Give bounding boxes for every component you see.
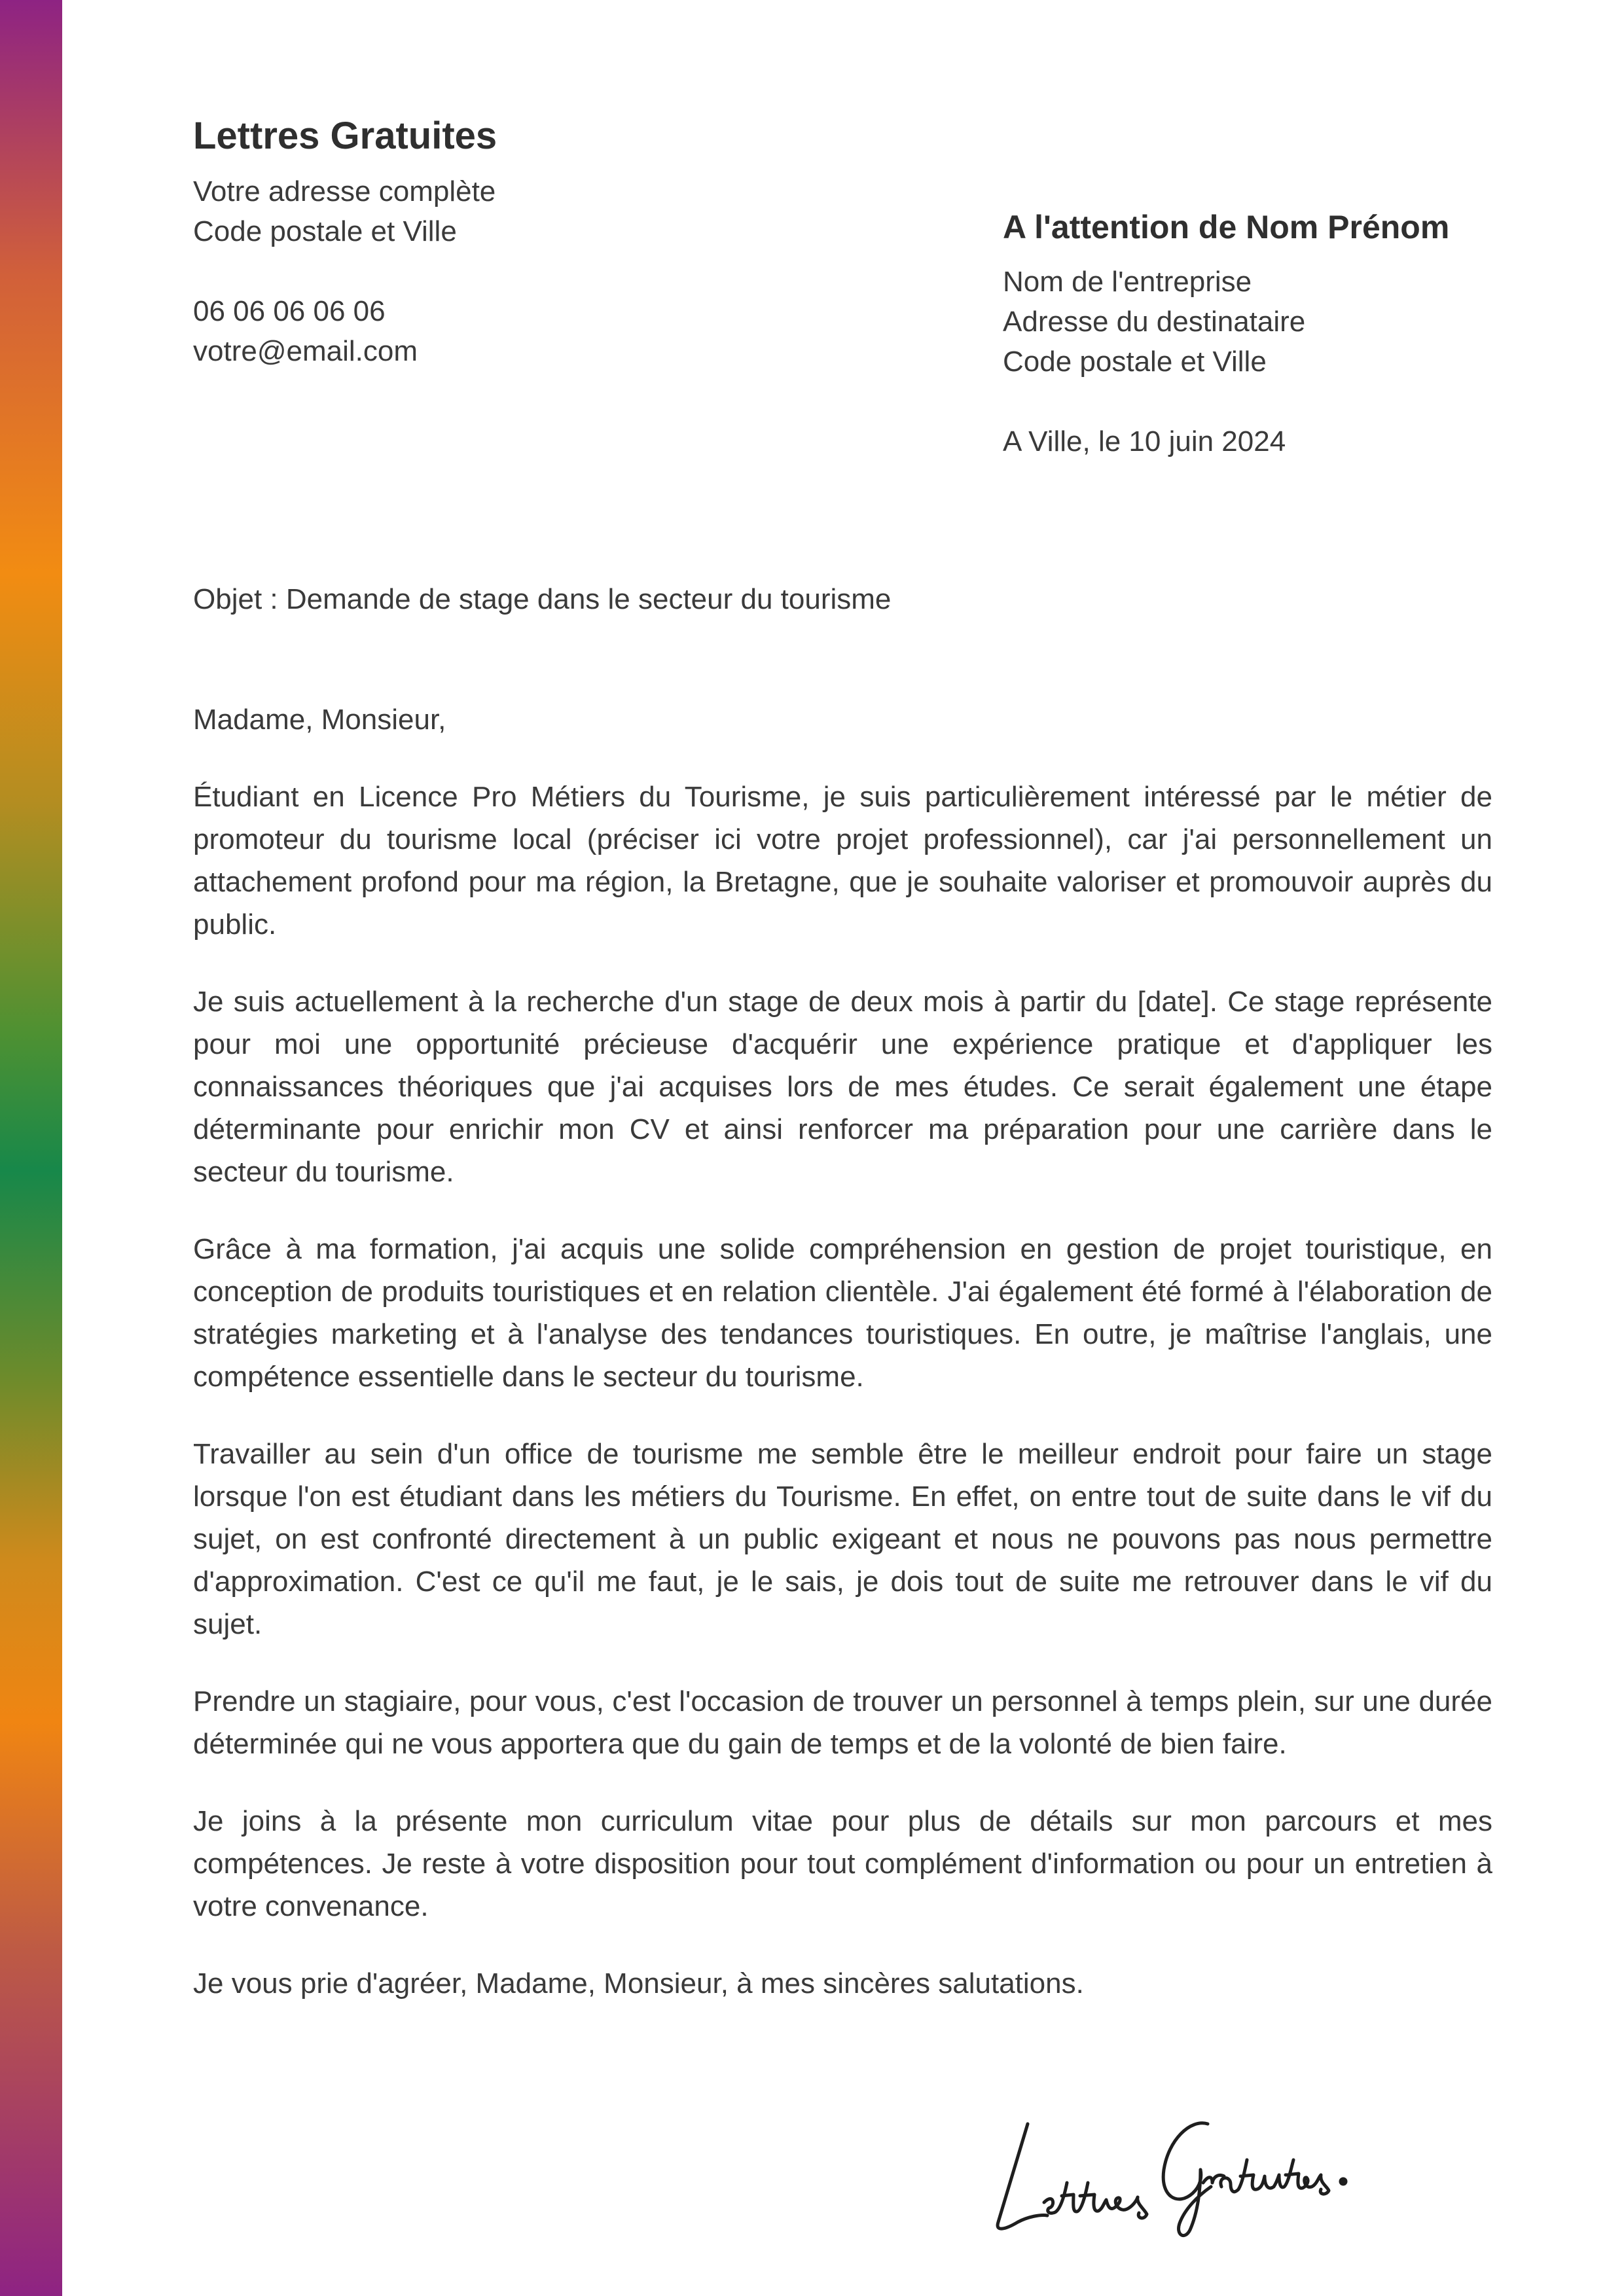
recipient-name: A l'attention de Nom Prénom xyxy=(1003,209,1450,245)
sender-email: votre@email.com xyxy=(193,335,418,367)
sender-name: Lettres Gratuites xyxy=(193,115,497,157)
recipient-block xyxy=(1003,204,1592,461)
letter-closing: Je vous prie d'agréer, Madame, Monsieur, à mes sincères salutations. xyxy=(193,1967,1084,2000)
decorative-color-bar xyxy=(0,0,62,2296)
sender-block xyxy=(193,108,782,371)
recipient-city: Code postale et Ville xyxy=(1003,346,1267,378)
letter-paragraph: Je suis actuellement à la recherche d'un stage de deux mois à partir du [date]. Ce stage représente pour moi une opportunité précieuse d'acquérir une expérience pratique et d'appliquer les connaissances théoriques que j'ai acquises lors de mes études. Ce serait également une étape déterminante pour enrichir mon CV et ainsi renforcer ma préparation pour une carrière dans le secteur du tourisme. xyxy=(193,986,1492,1188)
recipient-address: Adresse du destinataire xyxy=(1003,306,1306,338)
sender-city: Code postale et Ville xyxy=(193,215,457,247)
sender-address: Votre adresse complète xyxy=(193,175,496,207)
sender-phone: 06 06 06 06 06 xyxy=(193,295,386,327)
letter-salutation: Madame, Monsieur, xyxy=(193,704,446,736)
letter-paragraph: Prendre un stagiaire, pour vous, c'est l'occasion de trouver un personnel à temps plein, sur une durée déterminée qui ne vous apportera que du gain de temps et de la volonté de bien faire. xyxy=(193,1685,1492,1760)
recipient-company: Nom de l'entreprise xyxy=(1003,266,1252,298)
letter-paragraph: Je joins à la présente mon curriculum vitae pour plus de détails sur mon parcours et mes compétences. Je reste à votre disposition pour tout complément d'information ou pour un entretien à votre convenance. xyxy=(193,1805,1492,1922)
letter-paragraph: Étudiant en Licence Pro Métiers du Tourisme, je suis particulièrement intéressé par le métier de promoteur du tourisme local (préciser ici votre projet professionnel), car j'ai personnellement un attachement profond pour ma région, la Bretagne, que je souhaite valoriser et promouvoir auprès du public. xyxy=(193,781,1492,941)
handwritten-signature xyxy=(982,2078,1362,2242)
spacer xyxy=(193,251,782,291)
letter-date: A Ville, le 10 juin 2024 xyxy=(1003,425,1286,457)
letter-body xyxy=(193,698,1492,2039)
letter-paragraph: Grâce à ma formation, j'ai acquis une solide compréhension en gestion de projet touristique, en conception de produits touristiques et en relation clientèle. J'ai également été formé à l'élaboration de stratégies marketing et à l'analyse des tendances touristiques. En outre, je maîtrise l'anglais, une compétence essentielle dans le secteur du tourisme. xyxy=(193,1233,1492,1393)
letter-paragraph: Travailler au sein d'un office de tourisme me semble être le meilleur endroit pour faire un stage lorsque l'on est étudiant dans les métiers du Tourisme. En effet, on entre tout de suite dans le vif du sujet, on est confronté directement à un public exigeant et nous ne pouvons pas nous permettre d'approximation. C'est ce qu'il me faut, je le sais, je dois tout de suite me retrouver dans le vif du sujet. xyxy=(193,1438,1492,1640)
letter-subject: Objet : Demande de stage dans le secteur du tourisme xyxy=(193,583,892,615)
spacer xyxy=(1003,382,1592,422)
